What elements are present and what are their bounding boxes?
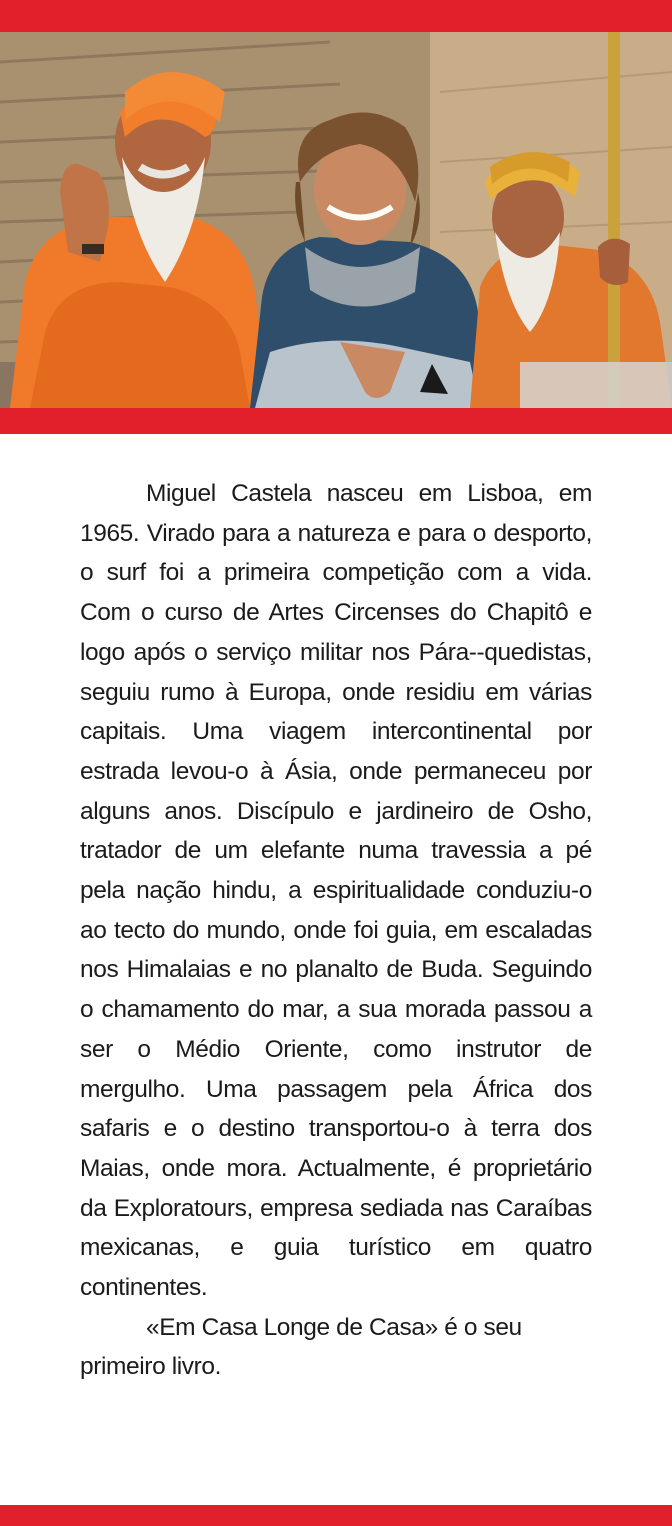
author-biography: [80, 474, 592, 1387]
bottom-red-band: [0, 1505, 672, 1526]
author-photo: [0, 32, 672, 408]
author-photo-illustration: [0, 32, 672, 408]
photo-bottom-red-band: [0, 408, 672, 434]
bio-paragraph-1: Miguel Castela nasceu em Lisboa, em 1965. Virado para a natureza e para o desporto, o surf foi a primeira competição com a vida. Com o curso de Artes Circenses do Chapitô e logo após o serviço militar nos Pára--quedistas, seguiu rumo à Europa, onde residiu em várias capitais. Uma viagem intercontinental por estrada levou-o à Ásia, onde permaneceu por alguns anos. Discípulo e jardineiro de Osho, tratador de um elefante numa travessia a pé pela nação hindu, a espiritualidade conduziu-o ao tecto do mundo, onde foi guia, em escaladas nos Himalaias e no planalto de Buda. Seguindo o chamamento do mar, a sua morada passou a ser o Médio Oriente, como instrutor de mergulho. Uma passagem pela África dos safaris e o destino transportou-o à terra dos Maias, onde mora. Actualmente, é proprietário da Exploratours, empresa sediada nas Caraíbas mexicanas, e guia turístico em quatro continentes.: [80, 480, 592, 1302]
bio-paragraph-2: «Em Casa Longe de Casa» é o seu primeiro livro.: [80, 1313, 522, 1381]
top-red-band: [0, 0, 672, 32]
